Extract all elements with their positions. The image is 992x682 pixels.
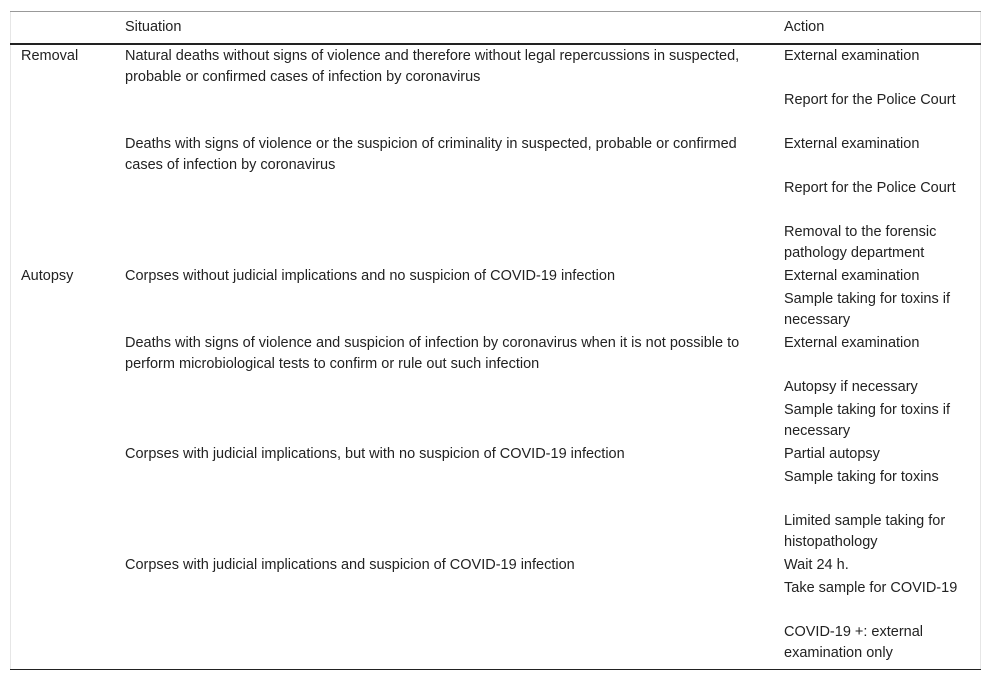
situation-cell: Corpses with judicial implications and suspicion of COVID-19 infection: [125, 557, 575, 573]
action-cell: Wait 24 h.: [784, 557, 849, 573]
header-rule: [10, 43, 981, 45]
action-cell: External examination: [784, 136, 920, 152]
situation-cell: Corpses with judicial implications, but with no suspicion of COVID-19 infection: [125, 446, 625, 462]
situation-cell: Natural deaths without signs of violence and therefore without legal repercussions in suspected, probable or confirmed cases of infection by coronavirus: [125, 48, 740, 85]
action-cell: External examination: [784, 268, 920, 284]
action-cell: Take sample for COVID-19: [784, 580, 958, 596]
action-cell: COVID-19 +: external examination only: [784, 624, 924, 661]
action-cell: Partial autopsy: [784, 446, 880, 462]
action-cell: Limited sample taking for histopathology: [784, 513, 946, 550]
situation-cell: Corpses without judicial implications and no suspicion of COVID-19 infection: [125, 268, 616, 284]
action-cell: Report for the Police Court: [784, 180, 956, 196]
header-situation: Situation: [125, 19, 182, 35]
category-autopsy: Autopsy: [21, 268, 74, 284]
action-cell: Removal to the forensic pathology department: [784, 224, 937, 261]
header-action: Action: [784, 19, 825, 35]
action-cell: Report for the Police Court: [784, 92, 956, 108]
action-cell: Autopsy if necessary: [784, 379, 918, 395]
situation-cell: Deaths with signs of violence or the suspicion of criminality in suspected, probable or confirmed cases of infection by coronavirus: [125, 136, 737, 173]
situation-cell: Deaths with signs of violence and suspicion of infection by coronavirus when it is not possible to perform microbiological tests to confirm or rule out such infection: [125, 335, 740, 372]
action-cell: Sample taking for toxins if necessary: [784, 402, 951, 439]
action-cell: External examination: [784, 48, 920, 64]
category-removal: Removal: [21, 48, 79, 64]
action-cell: Sample taking for toxins if necessary: [784, 291, 951, 328]
action-cell: External examination: [784, 335, 920, 351]
action-cell: Sample taking for toxins: [784, 469, 939, 485]
